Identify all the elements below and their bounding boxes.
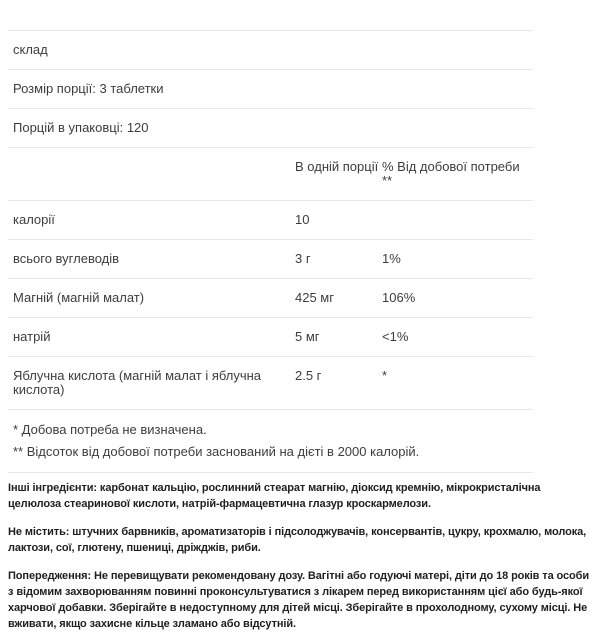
servings-per-container-row	[8, 108, 533, 147]
nutrient-amount: 3 г	[295, 251, 311, 266]
nutrient-amount: 5 мг	[295, 329, 320, 344]
section-title: склад	[13, 42, 48, 57]
column-header-amount: В одній порції	[295, 159, 379, 174]
table-row	[8, 356, 533, 409]
table-footnotes	[8, 409, 533, 473]
table-row	[8, 278, 533, 317]
nutrient-label: всього вуглеводів	[13, 251, 120, 266]
nutrient-amount: 2.5 г	[295, 368, 322, 383]
supplement-facts-table	[8, 30, 533, 473]
nutrient-amount: 10	[295, 212, 310, 227]
servings-per-container-text: Порцій в упаковці: 120	[13, 120, 149, 135]
warnings-paragraph: Попередження: Не перевищувати рекомендовану дозу. Вагітні або годуючі матері, діти до 18 років та особи з відомим захворюванням повинні проконсультуватися з лікарем перед використанням цієї або будь-якої харчової добавки. Зберігайте в недоступному для дітей місці. Зберігайте в прохолодному, сухому місці. Не вживати, якщо захисне кільце зламано або відсутній.	[8, 570, 590, 630]
nutrient-label: калорії	[13, 212, 55, 227]
other-ingredients-paragraph: Інші інгредієнти: карбонат кальцію, рослинний стеарат магнію, діоксид кремнію, мікрокристалічна целюлоза стеаринової кислоти, натрій-фармацевтична глазур кроскармелози.	[8, 482, 541, 510]
section-title-row	[8, 30, 533, 69]
nutrient-daily-value: 1%	[382, 251, 401, 266]
product-details-text	[8, 480, 592, 632]
free-of-paragraph: Не містить: штучних барвників, ароматизаторів і підсолоджувачів, консервантів, цукру, крохмалю, молока, лактози, сої, глютену, пшениці, дріжджів, риби.	[8, 526, 587, 554]
table-row	[8, 239, 533, 278]
footnote-percent-daily-value-basis: ** Відсоток від добової потреби заснований на дієті в 2000 калорій.	[13, 444, 420, 459]
nutrient-daily-value: *	[382, 368, 388, 383]
footnote-daily-value-not-established: * Добова потреба не визначена.	[13, 422, 207, 437]
nutrient-daily-value: <1%	[382, 329, 409, 344]
nutrient-label: натрій	[13, 329, 51, 344]
serving-size-row	[8, 69, 533, 108]
table-row	[8, 200, 533, 239]
serving-size-text: Розмір порції: 3 таблетки	[13, 81, 164, 96]
table-row	[8, 317, 533, 356]
nutrient-daily-value: 106%	[382, 290, 416, 305]
product-composition-section	[0, 30, 600, 630]
nutrient-amount: 425 мг	[295, 290, 334, 305]
table-header-row	[8, 147, 533, 200]
column-header-daily-value: % Від добової потреби **	[382, 159, 520, 188]
nutrient-label: Яблучна кислота (магній малат і яблучна кислота)	[13, 368, 262, 397]
nutrient-label: Магній (магній малат)	[13, 290, 145, 305]
